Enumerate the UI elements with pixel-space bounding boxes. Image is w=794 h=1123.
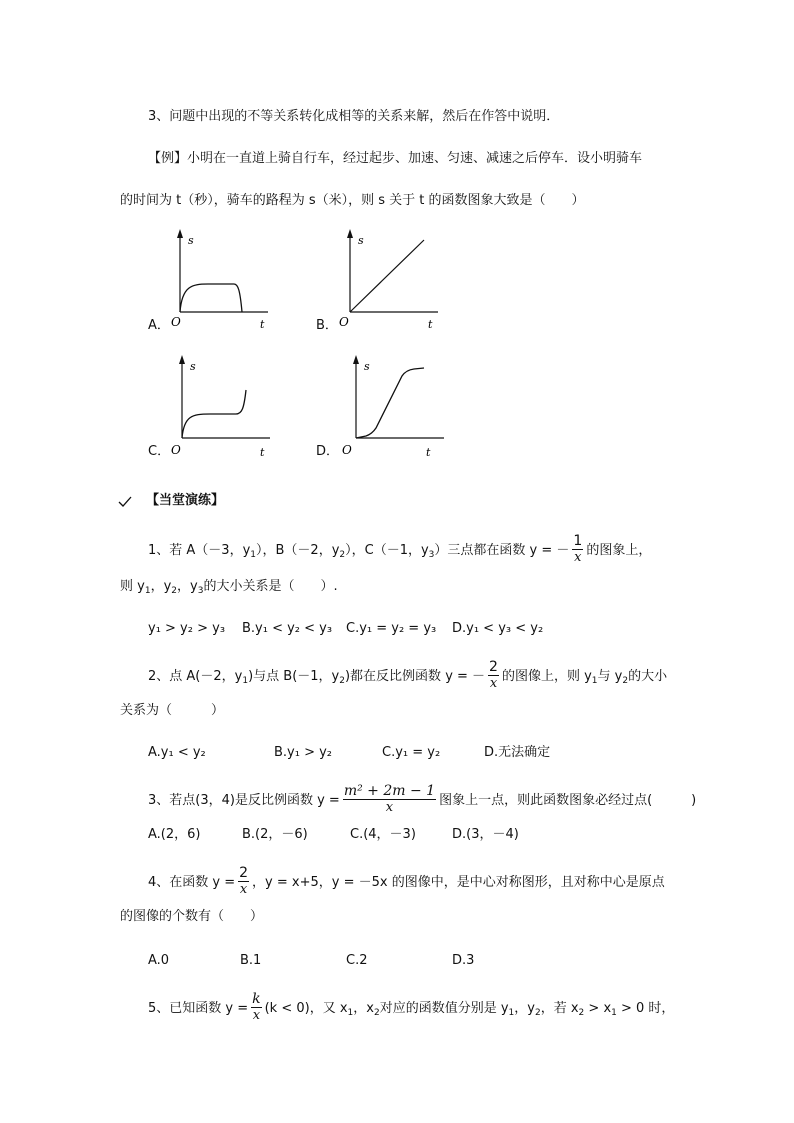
graph-b-label: B．	[316, 318, 338, 333]
graph-c	[170, 350, 282, 462]
graph-d-label: D．	[316, 444, 340, 459]
graph-b	[338, 224, 450, 336]
graph-d	[344, 350, 456, 462]
point-3-text: 3、问题中出现的不等关系转化成相等的关系来解，然后在作答中说明．	[148, 109, 560, 124]
q2-fraction: $\frac{2}{x}$	[489, 659, 498, 691]
q1-option-b: B.y₁ < y₂ < y₃	[242, 621, 333, 636]
q1-option-d: D.y₁ < y₃ < y₂	[452, 621, 544, 636]
q1-line-1: 1、若 A（－3，$y_1$），B（－2，$y_2$），C（－1，$y_3$）三点都在函数 y = － $\frac{1}{x}$ 的图象上，	[148, 533, 652, 565]
graph-a-axis-t: t	[260, 318, 265, 331]
q3-option-c: C.(4，－3)	[350, 827, 416, 842]
graph-d-origin: O	[342, 443, 352, 457]
q4-line-2: 的图像的个数有（ ）	[120, 909, 264, 924]
graph-c-axis-s: s	[190, 360, 196, 373]
q4-option-d: D.3	[452, 953, 475, 968]
graph-a-label: A．	[148, 318, 170, 333]
graph-d-axis-t: t	[426, 446, 431, 459]
q3-option-d: D.(3，－4)	[452, 827, 519, 842]
graph-b-axis-t: t	[428, 318, 433, 331]
q5-fraction: $\frac{k}{x}$	[252, 991, 261, 1023]
graph-a	[168, 224, 280, 336]
q2-option-c: C.y₁ = y₂	[382, 745, 441, 760]
q4-option-c: C.2	[346, 953, 368, 968]
graph-b-origin: O	[339, 315, 349, 329]
q1-line-2: 则 $y_1$，$y_2$，$y_3$的大小关系是（ ）.	[120, 579, 338, 596]
q4-fraction: $\frac{2}{x}$	[239, 865, 249, 897]
graph-d-axis-s: s	[364, 360, 370, 373]
q2-line-2: 关系为（ ）	[120, 703, 225, 718]
q4-option-b: B.1	[240, 953, 262, 968]
graph-b-axis-s: s	[358, 234, 364, 247]
q2-option-d: D.无法确定	[484, 745, 551, 760]
q2-option-b: B.y₁ > y₂	[274, 745, 333, 760]
check-mark-icon	[118, 496, 132, 508]
graph-c-axis-t: t	[260, 446, 265, 459]
q1-option-a: y₁ > y₂ > y₃	[148, 621, 226, 636]
q3-line-1: 3、若点(3，4)是反比例函数 y = $\frac{\text{m² + 2m − 1}}{x}$ 图象上一点，则此函数图象必经过点( )	[148, 783, 697, 815]
graph-a-axis-s: s	[188, 234, 194, 247]
q1-fraction: $\frac{1}{x}$	[573, 533, 583, 565]
q4-line-1: 4、在函数 y = $\frac{2}{x}$ ，y = x+5，y = －5x 的图像中，是中心对称图形，且对称中心是原点	[148, 865, 665, 897]
q3-option-a: A.(2，6)	[148, 827, 201, 842]
q4-option-a: A.0	[148, 953, 170, 968]
graph-c-label: C．	[148, 444, 171, 459]
q2-option-a: A.y₁ < y₂	[148, 745, 206, 760]
graph-a-origin: O	[171, 315, 181, 329]
section-title: 【当堂演练】	[146, 493, 225, 508]
q2-line-1: 2、点 A(－2，$y_1$)与点 B(－1，$y_2$)都在反比例函数 y = － $\frac{2}{x}$ 的图像上，则 $y_1$与 $y_2$的大小	[148, 659, 668, 691]
example-line-2: 的时间为 t（秒），骑车的路程为 s（米），则 s 关于 t 的函数图象大致是（ ）	[120, 193, 585, 208]
q5-line-1: 5、已知函数 y = $\frac{k}{x}$ (k < 0)，又 $x_1$，$x_2$对应的函数值分别是 $y_1$，$y_2$，若 $x_2 > x_1 > 0$ 时，	[148, 991, 675, 1023]
graph-c-origin: O	[171, 443, 181, 457]
q1-option-c: C.y₁ = y₂ = y₃	[346, 621, 437, 636]
q3-fraction: $\frac{\text{m² + 2m − 1}}{x}$	[343, 783, 436, 815]
example-line-1: 【例】小明在一直道上骑自行车，经过起步、加速、匀速、减速之后停车．设小明骑车	[148, 151, 643, 166]
q3-option-b: B.(2，－6)	[242, 827, 308, 842]
